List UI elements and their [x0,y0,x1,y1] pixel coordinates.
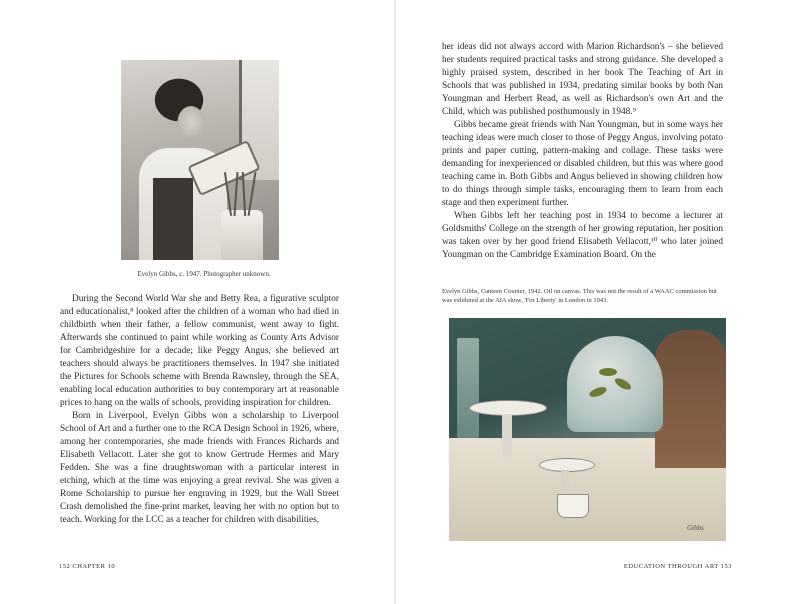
photo-brush-jar [221,210,263,260]
right-body-text [442,41,723,262]
painting-figure [655,330,726,468]
paragraph: her ideas did not always accord with Marion Richardson's – she believed her students required practical tasks and strong guidance. She developed a highly praised system, described in her book The Teaching of Art in Schools that was published in 1934, predating similar books by both Nan Youngman and Herbert Read, as well as Richardson's own Art and the Child, which was published posthumously in 1948.⁹ [442,42,723,117]
paragraph: Born in Liverpool, Evelyn Gibbs won a scholarship to Liverpool School of Art and a further one to the RCA Design School in 1926, where, among her contemporaries, she made friends with Frances Richards and Elisabeth Vellacott. Later she got to know Gertrude Hermes and Mary Fedden. She was a fine draughtswoman with a particular interest in etching, which at the time was enjoying a great revival. She was given a Rome Scholarship to pursue her engraving in 1929, but the Wall Street Crash demolished the fine-print market, leaving her with no option but to teach. Working for the LCC as a teacher for children with disabilities, [60,411,339,525]
paragraph: Gibbs became great friends with Nan Youngman, but in some ways her teaching ideas were much closer to those of Peggy Angus, involving potato prints and paper cutting, pattern-making and collage. These tasks were demanding for inexperienced or disabled children, but this was where good teaching came in. Both Gibbs and Angus believed in showing children how to do things through simple tasks, encouraging them to learn from each stage and then experiment further. [442,120,723,208]
photo-caption: Evelyn Gibbs, c. 1947. Photographer unknown. [137,270,271,278]
painting-cup [557,494,589,518]
paragraph: When Gibbs left her teaching post in 1934 to become a lecturer at Goldsmiths' College on the strength of her growing reputation, her position was taken over by her good friend Elisabeth Vellacott,¹⁰ who later joined Youngman on the Cambridge Examination Board. On the [442,211,723,260]
right-page [395,0,790,604]
left-body-text [60,293,339,527]
portrait-photo [121,60,279,260]
right-folio: EDUCATION THROUGH ART 153 [623,563,732,570]
paragraph: During the Second World War she and Betty Rea, a figurative sculptor and educationalist,⁸ looked after the children of a woman who had died in childbirth when their father, a fellow communist, went away to fight. Afterwards she continued to paint while working as County Arts Advisor for Cambridgeshire for a decade; like Peggy Angus, she believed art teachers should always be practitioners themselves. In 1947 she initiated the Pictures for Schools scheme with Brenda Rawnsley, through the SEA, enabling local education authorities to buy contemporary art at reasonable prices to hang on the walls of schools, providing inspiration for children. [60,294,339,408]
painting-cake-dome [567,336,663,432]
painting-caption: Evelyn Gibbs, Canteen Counter, 1942. Oil on canvas. This was not the result of a WAAC commission but was exhibited at the AIA show, 'For Liberty' in London in 1943. [442,288,717,304]
painting-glass [457,338,479,438]
left-folio: 152 CHAPTER 10 [59,563,116,570]
painting-stand-stem [502,414,512,458]
painting-canteen-counter [449,318,726,541]
painting-leaf [599,368,617,376]
photo-apron [153,178,193,260]
painting-signature: Gibbs [687,524,704,532]
